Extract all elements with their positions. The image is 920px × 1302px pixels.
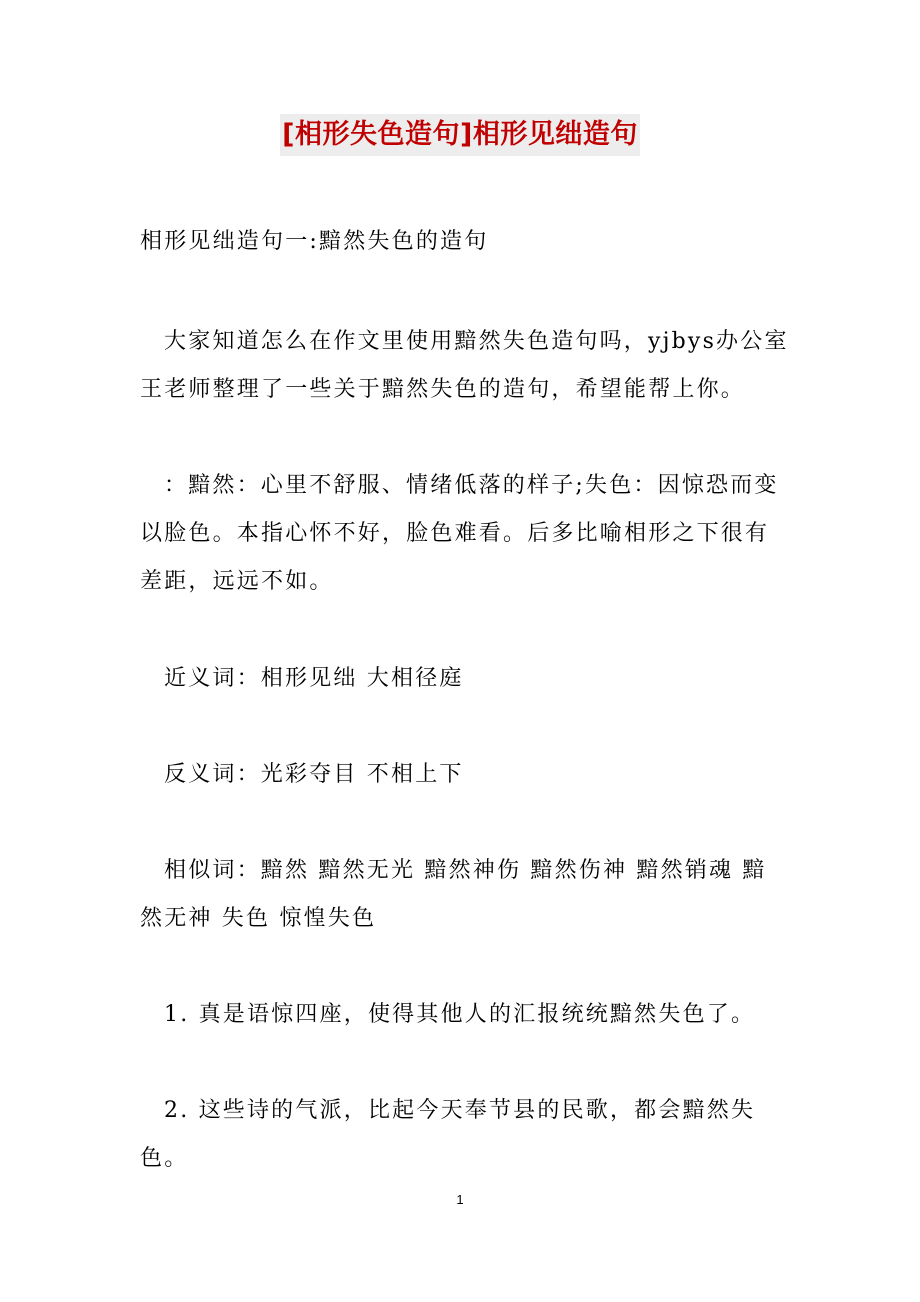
paragraph-definition: ：黯然：心里不舒服、情绪低落的样子;失色：因惊恐而变以脸色。本指心怀不好，脸色难看。后多比喻相形之下很有差距，远远不如。: [140, 473, 779, 594]
paragraph-antonyms: 反义词：光彩夺目 不相上下: [164, 762, 464, 787]
section-heading: 相形见绌造句一:黯然失色的造句: [140, 229, 489, 254]
example-sentence-1: 1. 真是语惊四座，使得其他人的汇报统统黯然失色了。: [164, 1002, 756, 1027]
example-sentence-2: 2. 这些诗的气派，比起今天奉节县的民歌，都会黯然失色。: [140, 1098, 756, 1171]
paragraph-intro: 大家知道怎么在作文里使用黯然失色造句吗，yjbys办公室王老师整理了一些关于黯然失色的造句，希望能帮上你。: [140, 329, 789, 402]
paragraph-synonyms: 近义词：相形见绌 大相径庭: [164, 666, 464, 691]
title-container: [0, 114, 920, 156]
paragraph-similar-words: 相似词：黯然 黯然无光 黯然神伤 黯然伤神 黯然销魂 黯然无神 失色 惊惶失色: [140, 858, 767, 931]
document-title: [相形失色造句]相形见绌造句: [280, 114, 640, 156]
page-number: 1: [456, 1192, 464, 1207]
